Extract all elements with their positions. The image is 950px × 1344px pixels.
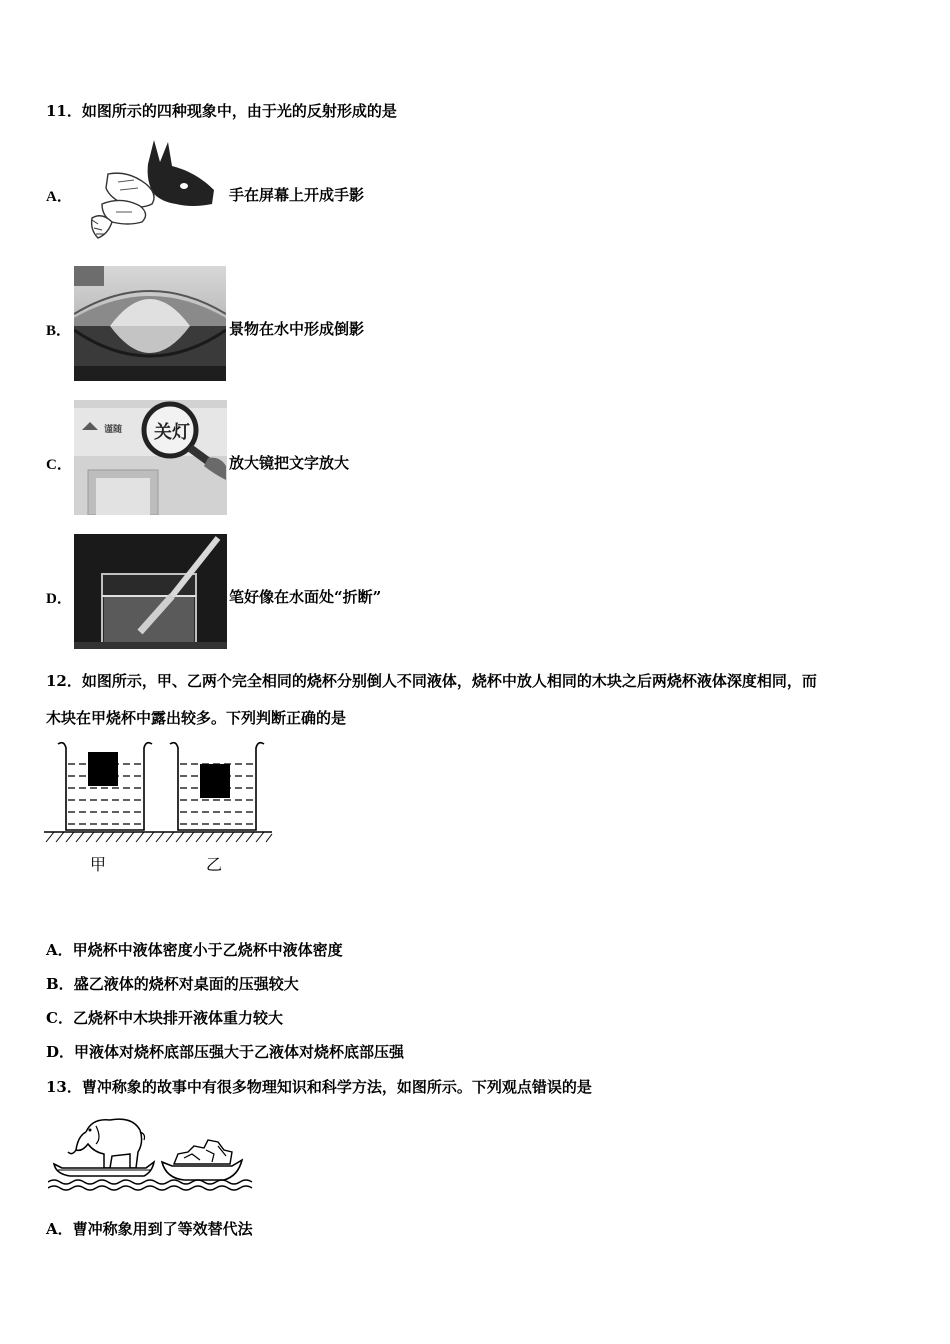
pencil-in-water-image [74,534,227,649]
q11-option-a-letter: A． [46,189,72,205]
elephant-boat-figure [48,1112,254,1194]
beaker-label-jia: 甲 [90,855,107,874]
q12-option-b-text: 盛乙液体的烧杯对桌面的压强较大 [73,975,299,993]
q12-stem-line2: 木块在甲烧杯中露出较多。下列判断正确的是 [46,709,347,727]
q11-option-b-letter: B． [46,323,72,339]
q13-stem: 13．曹冲称象的故事中有很多物理知识和科学方法，如图所示。下列观点错误的是 [46,1078,592,1096]
q11-option-d-text: 笔好像在水面处“折断” [229,588,382,606]
beakers-figure [44,738,274,878]
hand-shadow-image [88,134,228,246]
q13-option-a-text: 曹冲称象用到了等效替代法 [72,1220,253,1238]
q11-stem: 11．如图所示的四种现象中，由于光的反射形成的是 [46,102,397,120]
q12-option-c-letter: C． [46,1009,73,1027]
q11-option-c-letter: C． [46,457,72,473]
bridge-reflection-image [74,266,226,381]
q12-option-d-letter: D． [46,1043,75,1061]
beaker-label-yi: 乙 [206,855,223,874]
q11-option-d-letter: D． [46,591,72,607]
q11-option-a-text: 手在屏幕上开成手影 [229,186,365,204]
q12-stem-line1: 12．如图所示，甲、乙两个完全相同的烧杯分别倒人不同液体，烧杯中放人相同的木块之后两烧杯液体深度相同，而 [46,672,817,690]
q12-option-a-text: 甲烧杯中液体密度小于乙烧杯中液体密度 [72,941,343,959]
q12-option-c-text: 乙烧杯中木块排开液体重力较大 [72,1009,283,1027]
q12-option-c [46,1008,283,1028]
q12-option-b [46,974,299,994]
magnified-sign-text: 关灯 [154,422,190,443]
q13-option-a [46,1219,253,1239]
q11-option-c-text: 放大镜把文字放大 [229,454,350,472]
q12-option-d-text: 甲液体对烧杯底部压强大于乙液体对烧杯底部压强 [74,1043,405,1061]
q11-option-b-text: 景物在水中形成倒影 [229,320,365,338]
magnifier-image [74,400,227,515]
q12-option-a-letter: A． [46,941,73,959]
q12-option-d [46,1042,404,1062]
q12-option-b-letter: B． [46,975,74,993]
q12-option-a [46,940,343,960]
q13-option-a-letter: A． [46,1220,73,1238]
sign-small-text: 谨随 [104,425,123,435]
